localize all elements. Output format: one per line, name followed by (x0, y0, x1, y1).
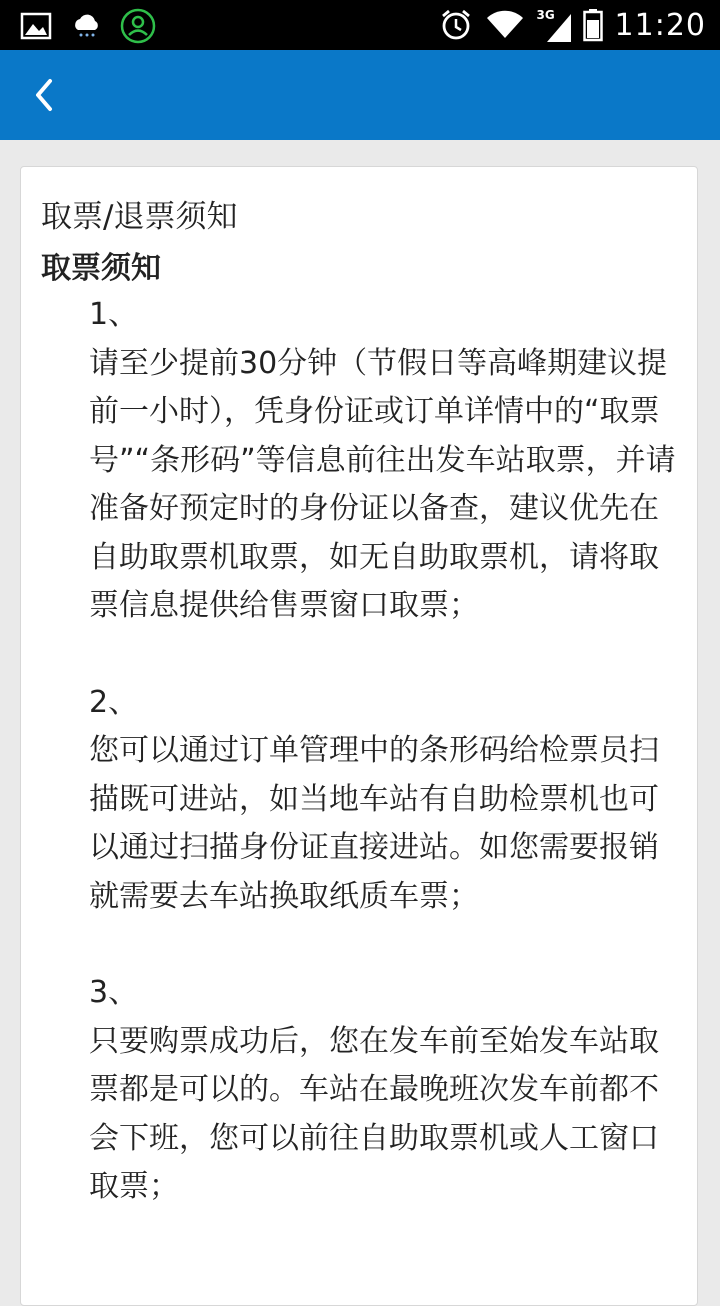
rule-text: 您可以通过订单管理中的条形码给检票员扫描既可进站，如当地车站有自助检票机也可以通过扫描身份证直接进站。如您需要报销就需要去车站换取纸质车票； (89, 733, 659, 914)
rule-number: 2、 (89, 684, 139, 720)
app-bar (0, 50, 720, 140)
wifi-icon (485, 8, 525, 42)
status-bar (0, 0, 720, 50)
rule-number: 3、 (89, 975, 139, 1010)
rules-list (89, 291, 679, 1260)
image-icon (20, 10, 52, 42)
back-button[interactable] (18, 70, 68, 120)
signal-icon (537, 8, 571, 42)
alarm-icon (439, 8, 473, 42)
rule-item (89, 679, 679, 922)
network-type-label: 3G (536, 8, 555, 22)
notice-card (20, 166, 698, 1306)
rule-text: 只要购票成功后，您在发车前至始发车站取票都是可以的。车站在最晚班次发车前都不会下班，您可以前往自助取票机或人工窗口取票； (89, 1023, 659, 1204)
chevron-left-icon (28, 75, 58, 115)
section-title: 取票须知 (41, 251, 161, 286)
rule-item (89, 291, 679, 631)
clock-time: 11:20 (614, 7, 706, 43)
contact-icon (120, 8, 156, 44)
rule-text: 请至少提前30分钟（节假日等高峰期建议提前一小时），凭身份证或订单详情中的“取票号”“条形码”等信息前往出发车站取票，并请准备好预定时的身份证以备查，建议优先在自助取票机取票，如无自助取票机，请将取票信息提供给售票窗口取票； (89, 345, 676, 623)
rule-item (89, 969, 679, 1212)
page-title: 取票/退票须知 (41, 199, 238, 235)
system-icons (439, 0, 706, 50)
notification-icons (20, 8, 156, 44)
rule-number: 1、 (89, 297, 139, 332)
weather-cloud-icon (70, 10, 102, 42)
battery-icon (583, 8, 603, 42)
